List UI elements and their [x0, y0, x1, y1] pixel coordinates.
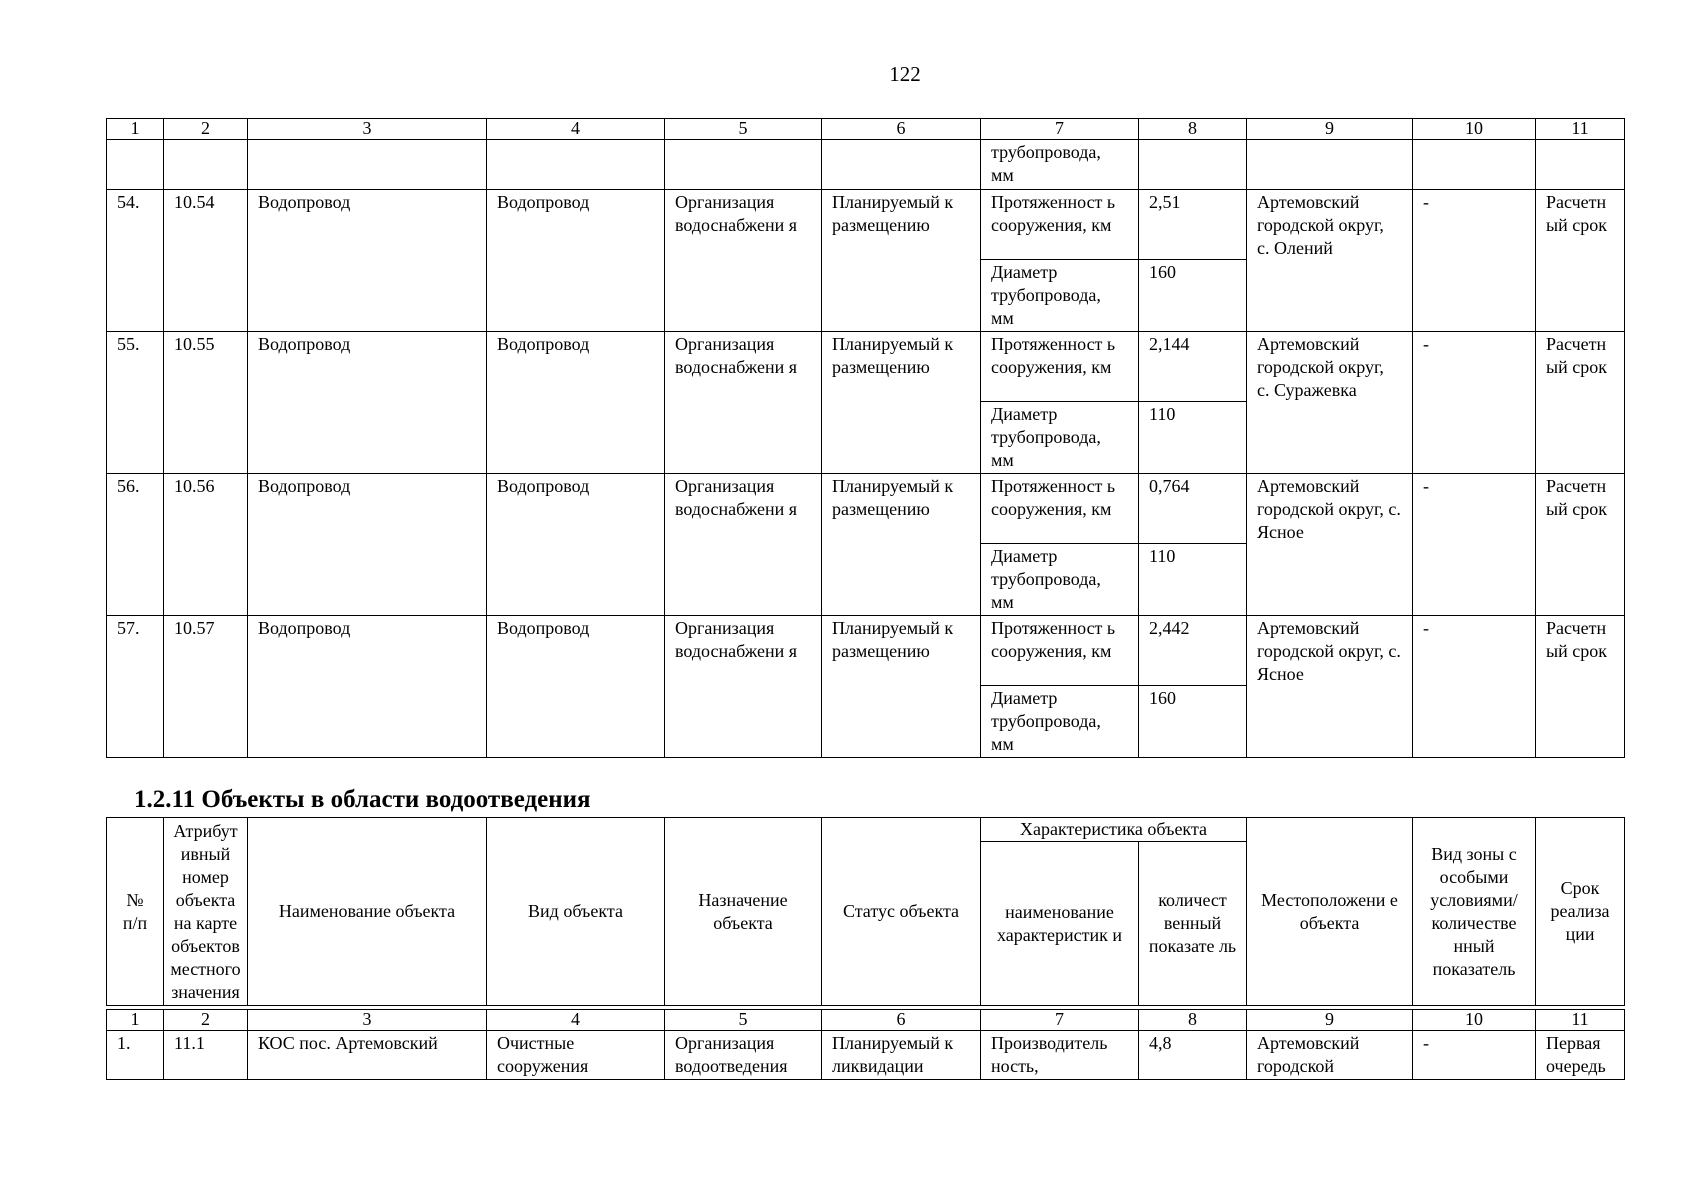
- table-row: [107, 190, 1625, 260]
- column-number: 2: [164, 119, 248, 140]
- column-number: 7: [981, 1010, 1139, 1031]
- header-purpose: Назначение объекта: [665, 818, 822, 1006]
- row-num: 56.: [107, 474, 164, 616]
- header-char-name: наименование характеристик и: [981, 842, 1139, 1006]
- row-char1-name: Протяженност ь сооружения, км: [981, 474, 1139, 544]
- row-status: Планируемый к ликвидации: [822, 1031, 981, 1080]
- row-char1-val: 2,442: [1139, 616, 1247, 686]
- wastewater-header-table: [106, 817, 1625, 1006]
- header-char-val: количест венный показате ль: [1139, 842, 1247, 1006]
- row-char1-val: 2,51: [1139, 190, 1247, 260]
- column-number: 1: [107, 1010, 164, 1031]
- column-number: 8: [1139, 1010, 1247, 1031]
- row-char-val: 4,8: [1139, 1031, 1247, 1080]
- column-number: 1: [107, 119, 164, 140]
- header-char-group: Характеристика объекта: [981, 818, 1247, 842]
- column-number: 8: [1139, 119, 1247, 140]
- row-zone: -: [1413, 1031, 1536, 1080]
- column-number: 2: [164, 1010, 248, 1031]
- row-status: Планируемый к размещению: [822, 332, 981, 474]
- column-number: 7: [981, 119, 1139, 140]
- row-char1-val: 0,764: [1139, 474, 1247, 544]
- row-char2-val: 160: [1139, 260, 1247, 332]
- row-num: 57.: [107, 616, 164, 758]
- row-name: Водопровод: [248, 190, 487, 332]
- wastewater-table: [106, 1009, 1625, 1080]
- row-zone: -: [1413, 616, 1536, 758]
- column-number-row: [107, 119, 1625, 140]
- row-status: Планируемый к размещению: [822, 616, 981, 758]
- row-char2-name: Диаметр трубопровода, мм: [981, 260, 1139, 332]
- row-char2-name: Диаметр трубопровода, мм: [981, 544, 1139, 616]
- header-status: Статус объекта: [822, 818, 981, 1006]
- row-status: Планируемый к размещению: [822, 190, 981, 332]
- row-char2-name: Диаметр трубопровода, мм: [981, 686, 1139, 758]
- row-attr: 11.1: [164, 1031, 248, 1080]
- row-term: Расчетн ый срок: [1536, 190, 1625, 332]
- column-number: 9: [1247, 1010, 1413, 1031]
- row-purpose: Организация водоснабжени я: [665, 332, 822, 474]
- row-name: Водопровод: [248, 616, 487, 758]
- row-char-name: Производитель ность,: [981, 1031, 1139, 1080]
- column-number: 10: [1413, 1010, 1536, 1031]
- table-row: [107, 140, 1625, 190]
- row-location: Артемовский городской округ, с. Олений: [1247, 190, 1413, 332]
- row-attr: 10.54: [164, 190, 248, 332]
- column-number: 3: [248, 119, 487, 140]
- header-type: Вид объекта: [487, 818, 665, 1006]
- continuation-char-name: трубопровода, мм: [981, 140, 1139, 190]
- header-attr: Атрибут ивный номер объекта на карте объектов местного значения: [164, 818, 248, 1006]
- column-number: 5: [665, 119, 822, 140]
- table-row: [107, 474, 1625, 544]
- row-location: Артемовский городской округ, с. Суражевка: [1247, 332, 1413, 474]
- row-num: 54.: [107, 190, 164, 332]
- row-zone: -: [1413, 190, 1536, 332]
- water-supply-table: [106, 118, 1625, 758]
- table-row: [107, 332, 1625, 402]
- row-purpose: Организация водоснабжени я: [665, 190, 822, 332]
- row-zone: -: [1413, 332, 1536, 474]
- row-char1-val: 2,144: [1139, 332, 1247, 402]
- row-term: Расчетн ый срок: [1536, 474, 1625, 616]
- column-number: 10: [1413, 119, 1536, 140]
- row-name: Водопровод: [248, 474, 487, 616]
- row-char2-name: Диаметр трубопровода, мм: [981, 402, 1139, 474]
- row-term: Первая очередь: [1536, 1031, 1625, 1080]
- header-zone: Вид зоны с особыми условиями/ количестве нный показатель: [1413, 818, 1536, 1006]
- row-name: Водопровод: [248, 332, 487, 474]
- section-title: 1.2.11 Объекты в области водоотведения: [134, 786, 591, 813]
- header-location: Местоположени е объекта: [1247, 818, 1413, 1006]
- column-number: 4: [487, 119, 665, 140]
- row-type: Очистные сооружения: [487, 1031, 665, 1080]
- row-type: Водопровод: [487, 616, 665, 758]
- row-attr: 10.57: [164, 616, 248, 758]
- row-location: Артемовский городской округ, с. Ясное: [1247, 474, 1413, 616]
- row-status: Планируемый к размещению: [822, 474, 981, 616]
- row-type: Водопровод: [487, 474, 665, 616]
- row-name: КОС пос. Артемовский: [248, 1031, 487, 1080]
- row-type: Водопровод: [487, 190, 665, 332]
- column-number: 11: [1536, 1010, 1625, 1031]
- row-char1-name: Протяженност ь сооружения, км: [981, 332, 1139, 402]
- row-purpose: Организация водоснабжени я: [665, 616, 822, 758]
- table-row: [107, 1031, 1625, 1080]
- column-number-row: [107, 1010, 1625, 1031]
- column-number: 6: [822, 1010, 981, 1031]
- column-number: 3: [248, 1010, 487, 1031]
- row-char2-val: 160: [1139, 686, 1247, 758]
- row-attr: 10.55: [164, 332, 248, 474]
- row-num: 1.: [107, 1031, 164, 1080]
- row-char2-val: 110: [1139, 544, 1247, 616]
- row-term: Расчетн ый срок: [1536, 332, 1625, 474]
- header-name: Наименование объекта: [248, 818, 487, 1006]
- column-number: 11: [1536, 119, 1625, 140]
- row-location: Артемовский городской: [1247, 1031, 1413, 1080]
- row-purpose: Организация водоснабжени я: [665, 474, 822, 616]
- column-number: 6: [822, 119, 981, 140]
- page-number: 122: [889, 62, 921, 86]
- header-term: Срок реализа ции: [1536, 818, 1625, 1006]
- row-purpose: Организация водоотведения: [665, 1031, 822, 1080]
- row-char1-name: Протяженност ь сооружения, км: [981, 616, 1139, 686]
- row-term: Расчетн ый срок: [1536, 616, 1625, 758]
- row-char2-val: 110: [1139, 402, 1247, 474]
- header-num: № п/п: [107, 818, 164, 1006]
- column-number: 9: [1247, 119, 1413, 140]
- column-number: 5: [665, 1010, 822, 1031]
- column-number: 4: [487, 1010, 665, 1031]
- row-num: 55.: [107, 332, 164, 474]
- row-zone: -: [1413, 474, 1536, 616]
- row-char1-name: Протяженност ь сооружения, км: [981, 190, 1139, 260]
- row-type: Водопровод: [487, 332, 665, 474]
- row-location: Артемовский городской округ, с. Ясное: [1247, 616, 1413, 758]
- table-row: [107, 616, 1625, 686]
- row-attr: 10.56: [164, 474, 248, 616]
